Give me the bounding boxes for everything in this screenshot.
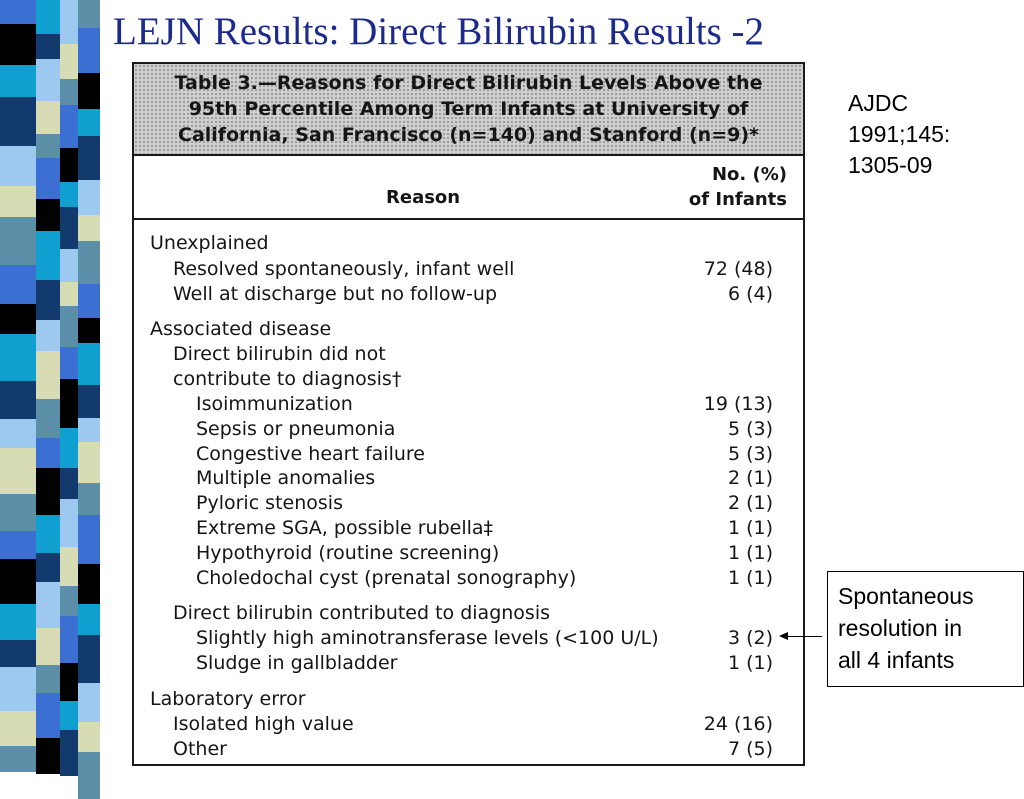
- stripe-segment: [78, 418, 100, 442]
- stripe-segment: [36, 320, 60, 351]
- row-reason: Hypothyroid (routine screening): [196, 542, 500, 564]
- stripe-segment: [36, 738, 60, 774]
- row-reason: Multiple anomalies: [196, 467, 376, 489]
- stripe-segment: [78, 215, 100, 241]
- row-reason: Congestive heart failure: [196, 443, 425, 465]
- stripe-segment: [60, 79, 78, 105]
- table-row: [134, 418, 803, 443]
- row-count: 2 (1): [727, 492, 773, 514]
- row-reason: Associated disease: [150, 318, 332, 340]
- stripe-segment: [60, 586, 78, 616]
- row-count: 6 (4): [727, 283, 773, 305]
- stripe-segment: [78, 564, 100, 604]
- callout-line2: resolution in: [838, 615, 963, 641]
- table-row: [134, 368, 803, 393]
- stripe-segment: [78, 73, 100, 109]
- table-row: [134, 542, 803, 567]
- row-reason: Isolated high value: [173, 713, 354, 735]
- stripe-segment: [0, 265, 36, 304]
- row-reason: Extreme SGA, possible rubella‡: [196, 517, 494, 539]
- column-header-count-line1: No. (%): [711, 164, 787, 185]
- table-row: [134, 318, 803, 343]
- stripe-segment: [0, 640, 36, 667]
- callout-line1: Spontaneous: [838, 583, 974, 609]
- stripe-segment: [36, 582, 60, 628]
- row-count: 3 (2): [727, 627, 773, 649]
- stripe-segment: [0, 217, 36, 265]
- stripe-segment: [78, 318, 100, 343]
- stripe-segment: [0, 304, 36, 334]
- column-header-count: [689, 162, 787, 212]
- stripe-segment: [0, 667, 36, 711]
- stripe-segment: [78, 752, 100, 799]
- stripe-segment: [0, 24, 36, 65]
- column-header-reason: Reason: [386, 187, 461, 208]
- column-header-count-line2: of Infants: [688, 189, 787, 210]
- table-figure: [132, 62, 805, 766]
- stripe-segment: [0, 65, 36, 97]
- stripe-column: [36, 0, 60, 768]
- stripe-segment: [0, 746, 36, 772]
- stripe-segment: [60, 207, 78, 249]
- stripe-segment: [36, 0, 60, 34]
- row-reason: contribute to diagnosis†: [173, 368, 402, 390]
- row-reason: Isoimmunization: [196, 393, 353, 415]
- row-count: 72 (48): [703, 258, 773, 280]
- citation-line3: 1305-09: [848, 152, 933, 178]
- stripe-segment: [36, 665, 60, 693]
- stripe-segment: [60, 468, 78, 499]
- slide-title: LEJN Results: Direct Bilirubin Results -2: [113, 10, 765, 53]
- table-row: [134, 258, 803, 283]
- row-reason: Resolved spontaneously, infant well: [173, 258, 515, 280]
- row-count: 19 (13): [703, 393, 773, 415]
- stripe-segment: [78, 635, 100, 683]
- stripe-segment: [60, 282, 78, 306]
- stripe-segment: [36, 399, 60, 438]
- stripe-segment: [0, 711, 36, 746]
- stripe-segment: [0, 186, 36, 217]
- stripe-segment: [78, 109, 100, 136]
- table-row: [134, 232, 803, 257]
- stripe-segment: [78, 136, 100, 180]
- stripe-segment: [60, 616, 78, 663]
- stripe-segment: [0, 559, 36, 604]
- stripe-segment: [0, 97, 36, 146]
- stripe-segment: [36, 101, 60, 134]
- stripe-segment: [0, 604, 36, 640]
- row-count: 24 (16): [703, 713, 773, 735]
- callout-arrow-line: [786, 636, 822, 637]
- table-row: [134, 343, 803, 368]
- stripe-segment: [60, 663, 78, 701]
- table-row: [134, 713, 803, 738]
- row-reason: Laboratory error: [150, 688, 306, 710]
- stripe-segment: [36, 158, 60, 199]
- table-row: [134, 738, 803, 763]
- stripe-segment: [0, 334, 36, 381]
- stripe-segment: [78, 722, 100, 752]
- stripe-segment: [36, 351, 60, 399]
- stripe-segment: [0, 494, 36, 531]
- citation-line2: 1991;145:: [848, 121, 951, 147]
- table-row: [134, 393, 803, 418]
- stripe-segment: [0, 0, 36, 24]
- row-reason: Other: [173, 738, 227, 760]
- row-count: 1 (1): [727, 517, 773, 539]
- stripe-segment: [36, 693, 60, 738]
- stripe-segment: [60, 547, 78, 586]
- table-row: [134, 602, 803, 627]
- callout-arrow-head: [779, 632, 788, 640]
- row-count: 1 (1): [727, 652, 773, 674]
- stripe-column: [60, 0, 78, 768]
- table-caption: Table 3.—Reasons for Direct Bilirubin Levels Above the 95th Percentile Among Term Infants at University of California, San Francisco (n=140) and Stanford (n=9)*: [134, 64, 803, 156]
- citation: [848, 88, 950, 181]
- stripe-segment: [78, 241, 100, 284]
- stripe-segment: [60, 379, 78, 428]
- callout-box: [827, 571, 1024, 687]
- stripe-segment: [60, 148, 78, 182]
- stripe-segment: [60, 249, 78, 282]
- table-row: [134, 688, 803, 713]
- stripe-segment: [60, 499, 78, 547]
- stripe-segment: [78, 515, 100, 564]
- stripe-segment: [78, 483, 100, 515]
- stripe-segment: [78, 604, 100, 635]
- stripe-segment: [36, 468, 60, 515]
- stripe-segment: [60, 0, 78, 44]
- stripe-segment: [36, 438, 60, 468]
- row-reason: Direct bilirubin contributed to diagnosis: [173, 602, 550, 624]
- row-count: 5 (3): [727, 418, 773, 440]
- stripe-segment: [0, 146, 36, 186]
- stripe-segment: [0, 448, 36, 494]
- table-row: [134, 627, 803, 652]
- stripe-segment: [60, 347, 78, 379]
- stripe-segment: [36, 515, 60, 553]
- stripe-segment: [36, 199, 60, 231]
- row-reason: Well at discharge but no follow-up: [173, 283, 498, 305]
- row-reason: Pyloric stenosis: [196, 492, 343, 514]
- stripe-segment: [60, 306, 78, 347]
- stripe-segment: [0, 419, 36, 448]
- stripe-segment: [36, 59, 60, 101]
- row-reason: Direct bilirubin did not: [173, 343, 386, 365]
- stripe-segment: [60, 44, 78, 79]
- stripe-segment: [36, 553, 60, 582]
- callout-line3: all 4 infants: [838, 647, 955, 673]
- stripe-segment: [78, 442, 100, 483]
- stripe-segment: [36, 628, 60, 665]
- row-reason: Unexplained: [150, 232, 269, 254]
- citation-line1: AJDC: [848, 90, 909, 116]
- stripe-column: [78, 0, 100, 768]
- stripe-segment: [78, 28, 100, 73]
- stripe-segment: [36, 34, 60, 59]
- row-count: 7 (5): [727, 738, 773, 760]
- stripe-column: [0, 0, 36, 768]
- table-row: [134, 283, 803, 308]
- row-count: 5 (3): [727, 443, 773, 465]
- table-row: [134, 492, 803, 517]
- row-reason: Sepsis or pneumonia: [196, 418, 396, 440]
- row-reason: Sludge in gallbladder: [196, 652, 398, 674]
- stripe-segment: [78, 0, 100, 28]
- stripe-segment: [78, 284, 100, 318]
- row-count: 1 (1): [727, 567, 773, 589]
- stripe-segment: [0, 531, 36, 559]
- stripe-segment: [78, 683, 100, 722]
- table-row: [134, 517, 803, 542]
- stripe-segment: [60, 730, 78, 776]
- table-row: [134, 652, 803, 677]
- stripe-segment: [36, 280, 60, 320]
- stripe-segment: [60, 182, 78, 207]
- row-count: 1 (1): [727, 542, 773, 564]
- stripe-segment: [60, 428, 78, 468]
- stripe-segment: [36, 231, 60, 280]
- row-reason: Slightly high aminotransferase levels (<100 U/L): [196, 627, 659, 649]
- table-row: [134, 443, 803, 468]
- decorative-stripe: [0, 0, 100, 768]
- stripe-segment: [78, 385, 100, 418]
- row-count: 2 (1): [727, 467, 773, 489]
- stripe-segment: [36, 134, 60, 158]
- stripe-segment: [0, 381, 36, 419]
- row-reason: Choledochal cyst (prenatal sonography): [196, 567, 577, 589]
- table-row: [134, 567, 803, 592]
- stripe-segment: [60, 701, 78, 730]
- stripe-segment: [78, 180, 100, 215]
- table-header: [134, 156, 803, 220]
- stripe-segment: [60, 105, 78, 148]
- table-row: [134, 467, 803, 492]
- stripe-segment: [78, 343, 100, 385]
